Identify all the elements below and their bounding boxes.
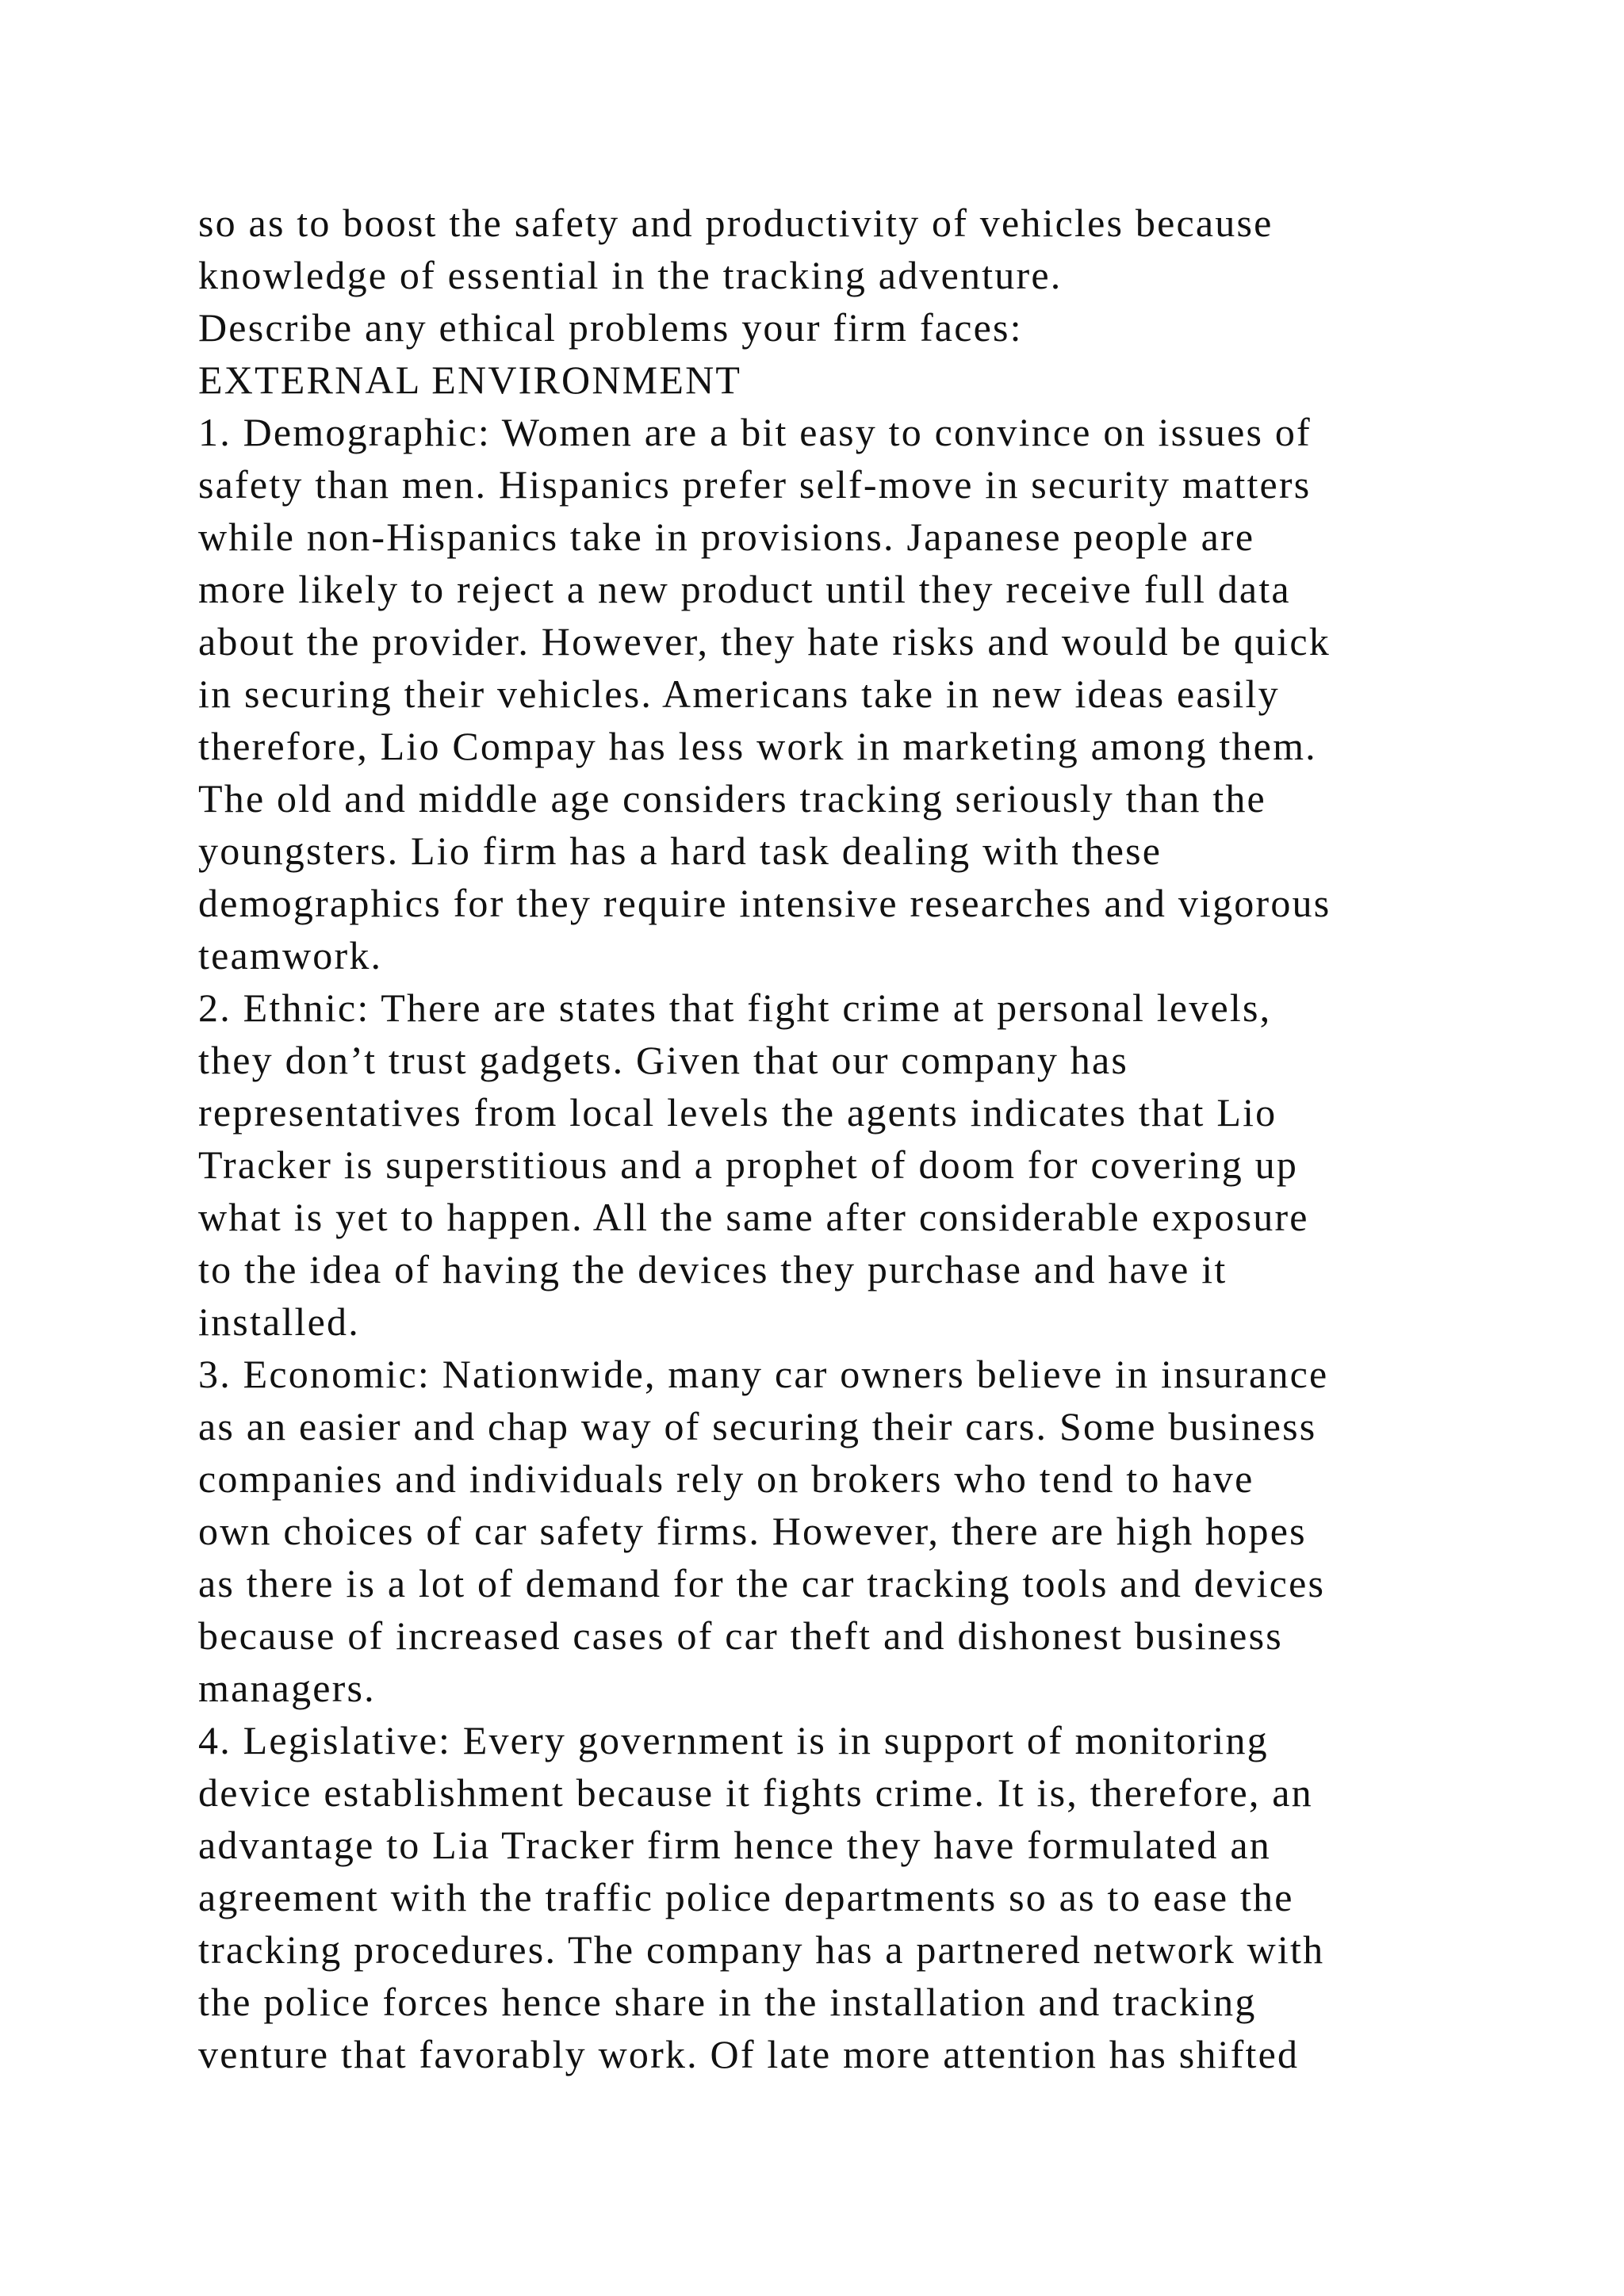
text-line: demographics for they require intensive researches and vigorous: [198, 881, 1331, 925]
text-line: device establishment because it fights crime. It is, therefore, an: [198, 1770, 1313, 1815]
text-line: because of increased cases of car theft and dishonest business: [198, 1613, 1283, 1658]
text-line: own choices of car safety firms. However, there are high hopes: [198, 1509, 1307, 1553]
section-heading: EXTERNAL ENVIRONMENT: [198, 358, 742, 402]
text-line: so as to boost the safety and productivity of vehicles because: [198, 201, 1274, 245]
text-line: venture that favorably work. Of late more attention has shifted: [198, 2032, 1300, 2076]
text-line: safety than men. Hispanics prefer self-move in security matters: [198, 462, 1312, 507]
text-line: knowledge of essential in the tracking adventure.: [198, 253, 1063, 297]
text-line: more likely to reject a new product until they receive full data: [198, 567, 1291, 611]
text-line: tracking procedures. The company has a partnered network with: [198, 1927, 1325, 1972]
text-line: therefore, Lio Compay has less work in marketing among them.: [198, 724, 1317, 768]
text-line: 2. Ethnic: There are states that fight crime at personal levels,: [198, 985, 1272, 1030]
text-line: 3. Economic: Nationwide, many car owners believe in insurance: [198, 1352, 1329, 1396]
text-line: installed.: [198, 1299, 360, 1344]
text-line: companies and individuals rely on brokers who tend to have: [198, 1456, 1254, 1501]
text-line: advantage to Lia Tracker firm hence they have formulated an: [198, 1823, 1271, 1867]
text-line: managers.: [198, 1666, 376, 1710]
text-line: as an easier and chap way of securing their cars. Some business: [198, 1404, 1317, 1448]
text-line: 1. Demographic: Women are a bit easy to convince on issues of: [198, 410, 1312, 454]
text-line: The old and middle age considers tracking seriously than the: [198, 776, 1266, 821]
text-line: as there is a lot of demand for the car tracking tools and devices: [198, 1561, 1326, 1605]
text-line: they don’t trust gadgets. Given that our company has: [198, 1038, 1128, 1082]
section-prompt: Describe any ethical problems your firm faces:: [198, 305, 1023, 350]
text-line: Tracker is superstitious and a prophet of doom for covering up: [198, 1142, 1299, 1187]
text-line: about the provider. However, they hate risks and would be quick: [198, 619, 1331, 664]
text-line: youngsters. Lio firm has a hard task dealing with these: [198, 828, 1162, 873]
document-body: [198, 197, 1546, 2080]
text-line: representatives from local levels the agents indicates that Lio: [198, 1090, 1277, 1135]
text-line: what is yet to happen. All the same after considerable exposure: [198, 1195, 1309, 1239]
text-line: while non-Hispanics take in provisions. Japanese people are: [198, 515, 1255, 559]
text-line: agreement with the traffic police departments so as to ease the: [198, 1875, 1294, 1919]
text-line: the police forces hence share in the installation and tracking: [198, 1980, 1257, 2024]
text-line: in securing their vehicles. Americans take in new ideas easily: [198, 672, 1280, 716]
text-line: teamwork.: [198, 933, 383, 978]
text-line: 4. Legislative: Every government is in support of monitoring: [198, 1718, 1269, 1762]
text-line: to the idea of having the devices they purchase and have it: [198, 1247, 1228, 1292]
